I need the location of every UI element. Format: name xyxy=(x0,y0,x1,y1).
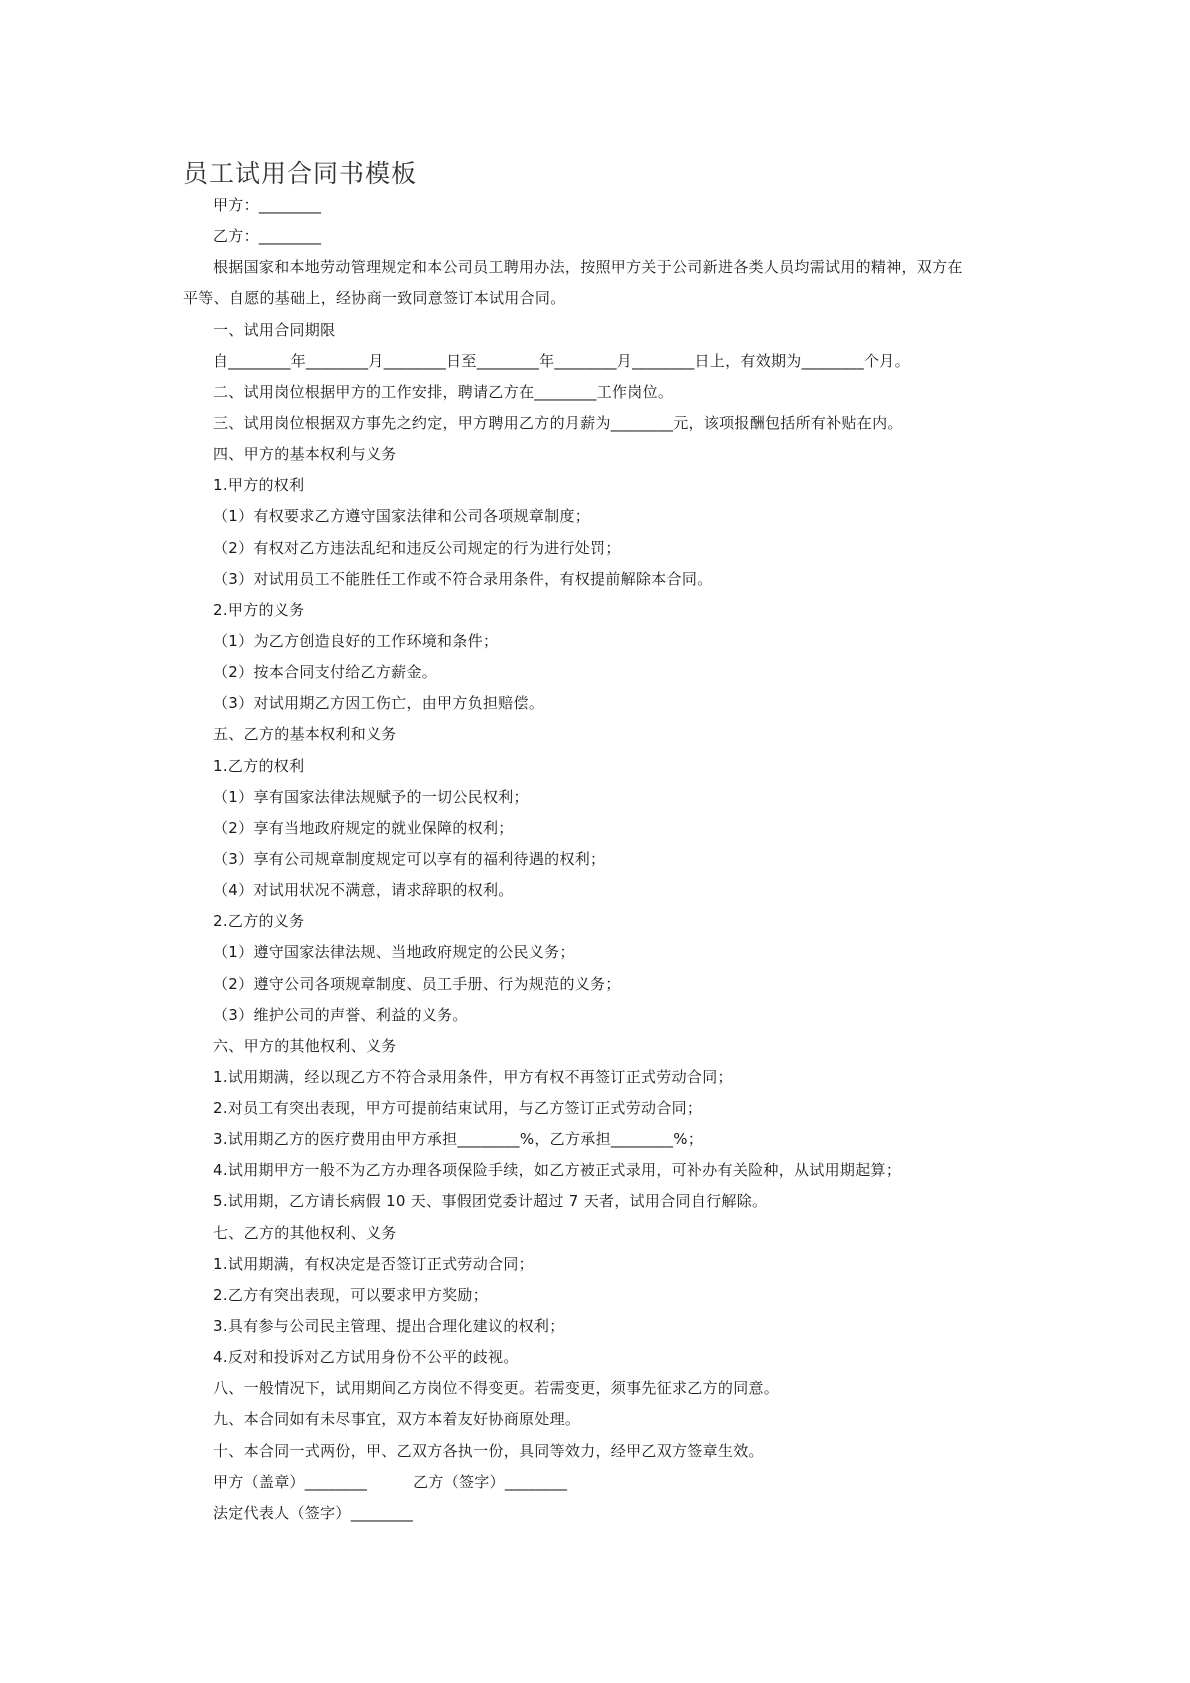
document-line-item: 3.具有参与公司民主管理、提出合理化建议的权利； xyxy=(213,1317,565,1336)
document-line-item: 1.试用期满，有权决定是否签订正式劳动合同； xyxy=(213,1254,534,1273)
document-line-item: （3）享有公司规章制度规定可以享有的福利待遇的权利； xyxy=(213,849,606,868)
document-line-item: （1）享有国家法律法规赋予的一切公民权利； xyxy=(213,787,529,806)
document-line-item: （3）对试用员工不能胜任工作或不符合录用条件，有权提前解除本合同。 xyxy=(213,569,713,588)
document-line-heading: 八、一般情况下，试用期间乙方岗位不得变更。若需变更，须事先征求乙方的同意。 xyxy=(213,1379,780,1398)
document-line-continuation: 平等、自愿的基础上，经协商一致同意签订本试用合同。 xyxy=(183,289,566,308)
document-line-heading: 一、试用合同期限 xyxy=(213,320,336,339)
document-line-heading: 九、本合同如有未尽事宜，双方本着友好协商原处理。 xyxy=(213,1410,581,1429)
document-line-item: （2）享有当地政府规定的就业保障的权利； xyxy=(213,818,514,837)
document-line-item: （3）对试用期乙方因工伤亡，由甲方负担赔偿。 xyxy=(213,694,545,713)
document-line-item: 3.试用期乙方的医疗费用由甲方承担________%，乙方承担________%； xyxy=(213,1130,704,1149)
document-line-signature: 法定代表人（签字）________ xyxy=(213,1503,414,1522)
document-line-item: （2）有权对乙方违法乱纪和违反公司规定的行为进行处罚； xyxy=(213,538,621,557)
document-line-item: 4.试用期甲方一般不为乙方办理各项保险手续，如乙方被正式录用，可补办有关险种，从试用期起算； xyxy=(213,1161,902,1180)
document-line-heading: 四、甲方的基本权利与义务 xyxy=(213,445,397,464)
document-line-item: （3）维护公司的声誉、利益的义务。 xyxy=(213,1005,468,1024)
document-line-item: 2.乙方有突出表现，可以要求甲方奖励； xyxy=(213,1285,489,1304)
document-line-heading: 十、本合同一式两份，甲、乙双方各执一份，具同等效力，经甲乙双方签章生效。 xyxy=(213,1441,764,1460)
document-line-item: （1）遵守国家法律法规、当地政府规定的公民义务； xyxy=(213,943,575,962)
document-line-heading: 二、试用岗位根据甲方的工作安排，聘请乙方在________工作岗位。 xyxy=(213,382,674,401)
document-line-item: （1）为乙方创造良好的工作环境和条件； xyxy=(213,631,499,650)
document-line-item: （2）按本合同支付给乙方薪金。 xyxy=(213,663,438,682)
document-line-item: 2.对员工有突出表现，甲方可提前结束试用，与乙方签订正式劳动合同； xyxy=(213,1099,703,1118)
document-line-clause: 自________年________月________日至________年________月________日上，有效期为________个月。 xyxy=(213,351,910,370)
document-line-item: 1.试用期满，经以现乙方不符合录用条件，甲方有权不再签订正式劳动合同； xyxy=(213,1067,733,1086)
document-line-signature: 甲方（盖章）________ 乙方（签字）________ xyxy=(213,1472,568,1491)
document-line-item: （1）有权要求乙方遵守国家法律和公司各项规章制度； xyxy=(213,507,591,526)
document-line-item: （4）对试用状况不满意，请求辞职的权利。 xyxy=(213,881,514,900)
document-line-heading: 五、乙方的基本权利和义务 xyxy=(213,725,397,744)
document-line-item: （2）遵守公司各项规章制度、员工手册、行为规范的义务； xyxy=(213,974,621,993)
document-line-heading: 六、甲方的其他权利、义务 xyxy=(213,1036,397,1055)
document-line-paragraph: 根据国家和本地劳动管理规定和本公司员工聘用办法，按照甲方关于公司新进各类人员均需试用的精神，双方在 xyxy=(213,258,963,277)
document-title: 员工试用合同书模板 xyxy=(183,159,418,188)
document-line-party: 甲方：________ xyxy=(213,196,322,214)
document-line-subheading: 2.乙方的义务 xyxy=(213,912,305,931)
document-line-subheading: 2.甲方的义务 xyxy=(213,600,305,619)
document-line-subheading: 1.乙方的权利 xyxy=(213,756,305,775)
document-line-party: 乙方：________ xyxy=(213,227,322,246)
document-line-heading: 三、试用岗位根据双方事先之约定，甲方聘用乙方的月薪为________元，该项报酬包括所有补贴在内。 xyxy=(213,413,903,432)
document-line-item: 5.试用期，乙方请长病假 10 天、事假团党委计超过 7 天者，试用合同自行解除。 xyxy=(213,1192,768,1211)
document-line-subheading: 1.甲方的权利 xyxy=(213,476,305,495)
document-line-item: 4.反对和投诉对乙方试用身份不公平的歧视。 xyxy=(213,1348,519,1367)
document-line-heading: 七、乙方的其他权利、义务 xyxy=(213,1223,397,1242)
